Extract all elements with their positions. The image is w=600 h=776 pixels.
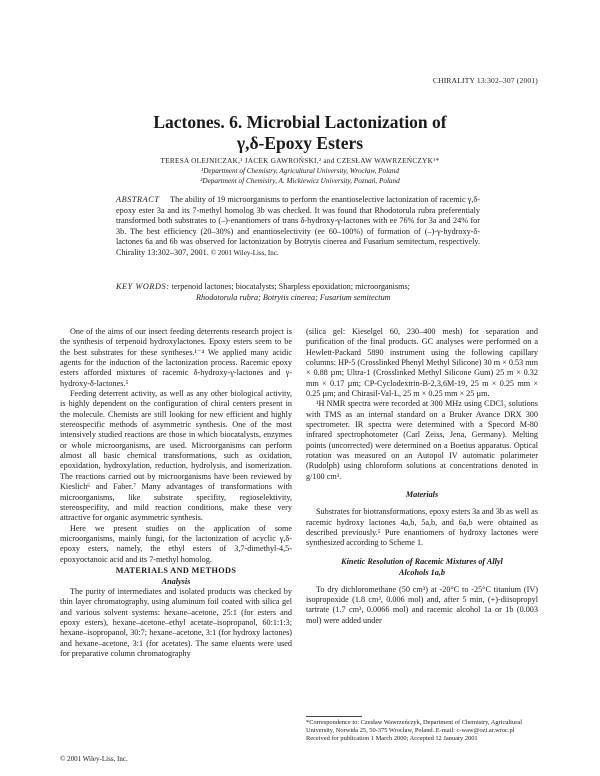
affiliation-2: ²Department of Chemistry, A. Mickiewicz University, Poznań, Poland	[200, 177, 400, 185]
abstract	[116, 195, 480, 259]
title-line-1: Lactones. 6. Microbial Lactonization of	[153, 112, 447, 132]
subsection-heading-materials: Materials	[405, 490, 439, 500]
subsection-heading-kinetic-line-2: Alcohols 1a,b	[399, 567, 445, 577]
journal-citation: CHIRALITY 13:302–307 (2001)	[432, 76, 538, 85]
materials-paragraph: Substrates for biotransformations, epoxy esters 3a and 3b as well as racemic hydroxy lactones 4a,b, 5a,b, and 6a,b were obtained as described previously.⁵ Pure enantiomers of hydroxy lactones were synthesized according to Scheme 1.	[306, 507, 538, 548]
subsection-heading-analysis: Analysis	[161, 576, 191, 586]
intro-paragraph-3: Here we present studies on the application of some microorganisms, mainly fungi, for the lactonization of acyclic γ,δ-epoxy esters, namely, the ethyl esters of 3,7-dimethyl-4,5-epoxyoctanoic acid and its 7-methyl homolog.	[60, 523, 292, 564]
section-heading-materials-methods: MATERIALS AND METHODS	[115, 565, 237, 575]
left-column	[60, 327, 292, 659]
footnotes	[306, 719, 538, 743]
keywords-line-1: terpenoid lactones; biocatalysts; Sharpless epoxidation; microorganisms;	[171, 282, 410, 291]
abstract-text: The ability of 19 microorganisms to perform the enantioselective lactonization of racemic γ,δ-epoxy ester 3a and its 7-methyl homolog 3b was checked. It was found that Rhodotorula rubra preferentialy transformed both substrates to (–)-enantiomers of trans δ-hydroxy-γ-lactones with ee 76% for 3a and 24% for 3b. The best efficiency (20–30%) and enantioselectivity (ee 60–100%) of formation of (–)-γ-hydroxy-δ-lactones 6a and 6b was observed for lactonization by Botrytis cinerea and Fusarium semitectum, respectively. Chirality 13:302–307, 2001.	[116, 195, 480, 257]
subsection-heading-kinetic-line-1: Kinetic Resolution of Racemic Mixtures of Allyl	[341, 556, 503, 566]
analysis-paragraph: The purity of intermediates and isolated products was checked by thin layer chromatography, using aluminum foil coated with silica gel and various solvent systems: hexane–acetone, 25:1 (for esters and epoxy esters), hexane–acetone–ethyl acetate–isopropanol, 60:1:1:3; hexane–isopropanol, 30:7; hexane–acetone, 3:1 (for hydroxy lactones) and hexane–acetone, 3:1 (for acetates). The same eluents were used for preparative column chromatography	[60, 586, 292, 658]
right-column	[306, 327, 538, 626]
abstract-copyright: © 2001 Wiley-Liss, Inc.	[210, 248, 279, 257]
kinetic-paragraph: To dry dichloromethane (50 cm³) at -20°C to -25°C titanium (IV) isopropoxide (1.8 cm³, 0.006 mol) and, after 5 min, (+)-diisopropyl tartrate (1.7 cm³, 0.0066 mol) and racemic alcohol 1a or 1b (0.003 mol) were added under	[306, 584, 538, 625]
keywords-line-2: Rhodotorula rubra; Botrytis cinerea; Fusarium semitectum	[196, 292, 391, 302]
keywords	[116, 282, 480, 303]
affiliation-1: ¹Department of Chemistry, Agricultural University, Wrocław, Poland	[201, 167, 399, 175]
analysis-continued-paragraph: (silica gel: Kieselgel 60, 230–400 mesh) for separation and purification of the final products. GC analyses were performed on a Hewlett-Packard 5890 instrument using the following capillary columns: HP-5 (Crosslinked Phenyl Methyl Silicone) 30 m × 0.53 mm × 0.88 µm; Ultra-1 (Crosslinked Methyl Silicone Gum) 25 m × 0.32 mm × 0.17 µm; CP-Cyclodextrin-B-2,3,6M-19, 25 m × 0.25 mm × 0.25 µm; and Chirasil-Val-L, 25 m × 0.25 mm × 25 µm.	[306, 327, 538, 399]
title-line-2: γ,δ-Epoxy Esters	[236, 133, 364, 153]
abstract-label: ABSTRACT	[116, 195, 160, 204]
footnote-divider	[306, 716, 362, 717]
footer-copyright: © 2001 Wiley-Liss, Inc.	[60, 755, 128, 763]
keywords-label: KEY WORDS:	[116, 282, 170, 291]
paper-title	[60, 112, 540, 154]
nmr-paragraph: ¹H NMR spectra were recorded at 300 MHz using CDCl₃ solutions with TMS as an internal standard on a Bruker Avance DRX 300 spectrometer. IR spectra were determined with a Specord M-80 infrared spectrophotometer (Carl Zeiss, Jena, Germany). Melting points (uncorrected) were determined on a Boetius apparatus. Optical rotation was measured on an Autopol IV automatic polarimeter (Rudolph) using chloroform solutions at concentrations denoted in g/100 cm³.	[306, 399, 538, 481]
intro-paragraph-2: Feeding deterrent activity, as well as any other biological activity, is highly dependent on the configuration of chiral centers present in the molecule. Chemists are still looking for new efficient and highly stereospecific methods of asymmetric synthesis. One of the most intensively studied reactions are those in which biocatalysts, enzymes or whole microorganisms, are used. Microorganisms can perform almost all basic chemical transformations, such as oxidation, epoxidation, hydroxylation, reduction, hydrolysis, and isomerization. The reactions carried out by microorganisms have been reviewed by Kieslich⁶ and Faber.⁷ Many advantages of transformations with microorganisms, like substrate specifity, regioselektivity, stereospecifity, and mild reaction conditions, make these very attractive for organic asymmetric synthesis.	[60, 389, 292, 523]
footnote-received: Received for publication 1 March 2000; Accepted 12 January 2001	[306, 735, 478, 742]
author-list: TERESA OLEJNICZAK,¹ JACEK GAWROŃSKI,² and CZESŁAW WAWRZEŃCZYK¹*	[160, 157, 440, 165]
intro-paragraph-1: One of the aims of our insect feeding deterrents research project is the synthesis of terpenoid hydroxylactones. Epoxy esters seem to be the best substrates for these syntheses.¹⁻⁴ We applied many acidic agents for the induction of the lactonization process. Racemic epoxy esters afforded mixtures of racemic δ-hydroxy-γ-lactones and γ-hydroxy-δ-lactones.⁵	[60, 327, 292, 388]
footnote-correspondence: *Correspondence to: Czesław Wawrzeńczyk, Department of Chemistry, Agricultural University, Norwida 25, 50-375 Wrocław, Poland. E-mail: c-waw@ozi.ar.wroc.pl	[306, 719, 522, 734]
